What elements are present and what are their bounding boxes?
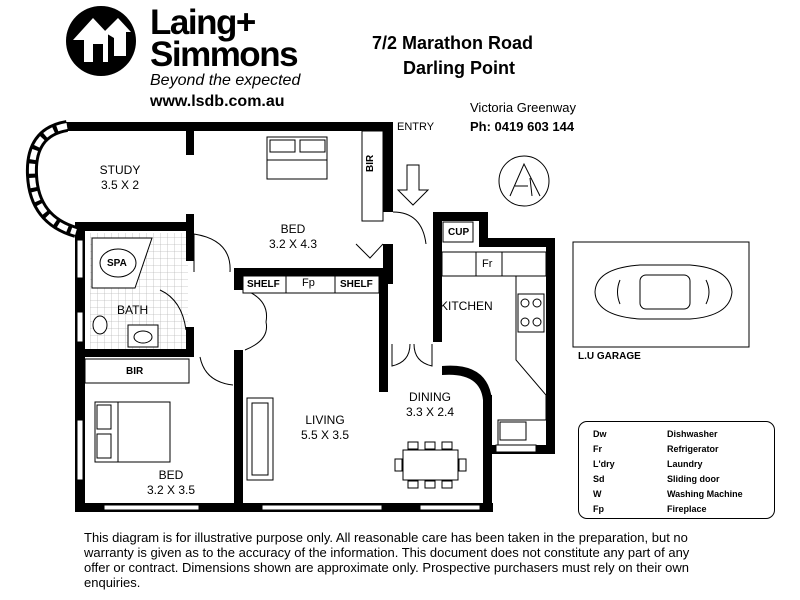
room-bed2 bbox=[136, 468, 206, 498]
bed1-furniture bbox=[267, 137, 327, 179]
basin bbox=[128, 325, 158, 347]
cup-label: CUP bbox=[448, 227, 470, 238]
room-bed1-size: 3.2 X 4.3 bbox=[268, 237, 318, 251]
entry-arrow bbox=[398, 165, 428, 205]
logo-mark bbox=[66, 6, 136, 76]
shelf1-label: SHELF bbox=[247, 279, 280, 290]
legend-meaning: Sliding door bbox=[667, 474, 720, 484]
brand-line1: Laing+ bbox=[150, 3, 255, 42]
address-line2: Darling Point bbox=[403, 58, 515, 78]
room-living-size: 5.5 X 3.5 bbox=[300, 428, 350, 442]
legend-box bbox=[578, 421, 775, 519]
entry-label: ENTRY bbox=[397, 121, 435, 133]
fireplace-label: Fp bbox=[302, 277, 315, 289]
room-bath-name: BATH bbox=[117, 303, 149, 317]
room-study bbox=[88, 163, 152, 193]
legend-code: W bbox=[593, 489, 602, 499]
legend-meaning: Laundry bbox=[667, 459, 703, 469]
agent-name: Victoria Greenway bbox=[470, 100, 576, 115]
study-bay-window bbox=[32, 126, 76, 232]
room-dining-name: DINING bbox=[409, 390, 451, 404]
room-bed1 bbox=[255, 222, 331, 252]
shelf2-label: SHELF bbox=[340, 279, 373, 290]
room-dining-size: 3.3 X 2.4 bbox=[405, 405, 455, 419]
cooktop bbox=[518, 294, 544, 332]
legend-code: Fp bbox=[593, 504, 604, 514]
legend-meaning: Washing Machine bbox=[667, 489, 743, 499]
brand-line2: Simmons bbox=[150, 35, 298, 74]
legend-meaning: Refrigerator bbox=[667, 444, 719, 454]
room-bed2-size: 3.2 X 3.5 bbox=[146, 483, 196, 497]
website-link[interactable]: www.lsdb.com.au bbox=[150, 93, 285, 110]
garage-box bbox=[573, 242, 749, 347]
north-compass-icon bbox=[499, 156, 549, 206]
bir2-label: BIR bbox=[126, 366, 144, 377]
room-dining bbox=[395, 390, 465, 420]
agent-phone: Ph: 0419 603 144 bbox=[470, 119, 575, 134]
legend-code: Dw bbox=[593, 429, 607, 439]
garage-label: L.U GARAGE bbox=[578, 351, 641, 362]
legend-code: Fr bbox=[593, 444, 602, 454]
address-line1: 7/2 Marathon Road bbox=[372, 33, 534, 53]
fridge-label: Fr bbox=[482, 258, 493, 270]
dining-table bbox=[395, 442, 466, 488]
legend-code: Sd bbox=[593, 474, 605, 484]
room-bed2-name: BED bbox=[158, 468, 184, 482]
disclaimer-text: This diagram is for illustrative purpose only. All reasonable care has been taken in the preparation, but no warranty is given as to the accuracy of the information. This document does not constitute any part of any offer or contract. Dimensions shown are approximate only. Prospective purchasers must rely on their own enquiries. bbox=[84, 530, 690, 590]
room-living bbox=[288, 413, 362, 443]
toilet bbox=[93, 316, 107, 334]
room-living-name: LIVING bbox=[305, 413, 345, 427]
bir1-box bbox=[362, 131, 383, 221]
legend-meaning: Fireplace bbox=[667, 504, 707, 514]
room-bed1-name: BED bbox=[280, 222, 306, 236]
brand-tagline: Beyond the expected bbox=[150, 72, 301, 89]
legend-meaning: Dishwasher bbox=[667, 429, 718, 439]
sink bbox=[500, 422, 526, 440]
bir1-label: BIR bbox=[365, 154, 376, 172]
room-study-size: 3.5 X 2 bbox=[100, 178, 140, 192]
bed2-furniture bbox=[95, 402, 170, 462]
couch bbox=[247, 398, 273, 480]
legend-code: L'dry bbox=[593, 459, 615, 469]
spa-label: SPA bbox=[107, 258, 127, 269]
room-kitchen-name: KITCHEN bbox=[440, 299, 493, 313]
room-study-name: STUDY bbox=[99, 163, 141, 177]
